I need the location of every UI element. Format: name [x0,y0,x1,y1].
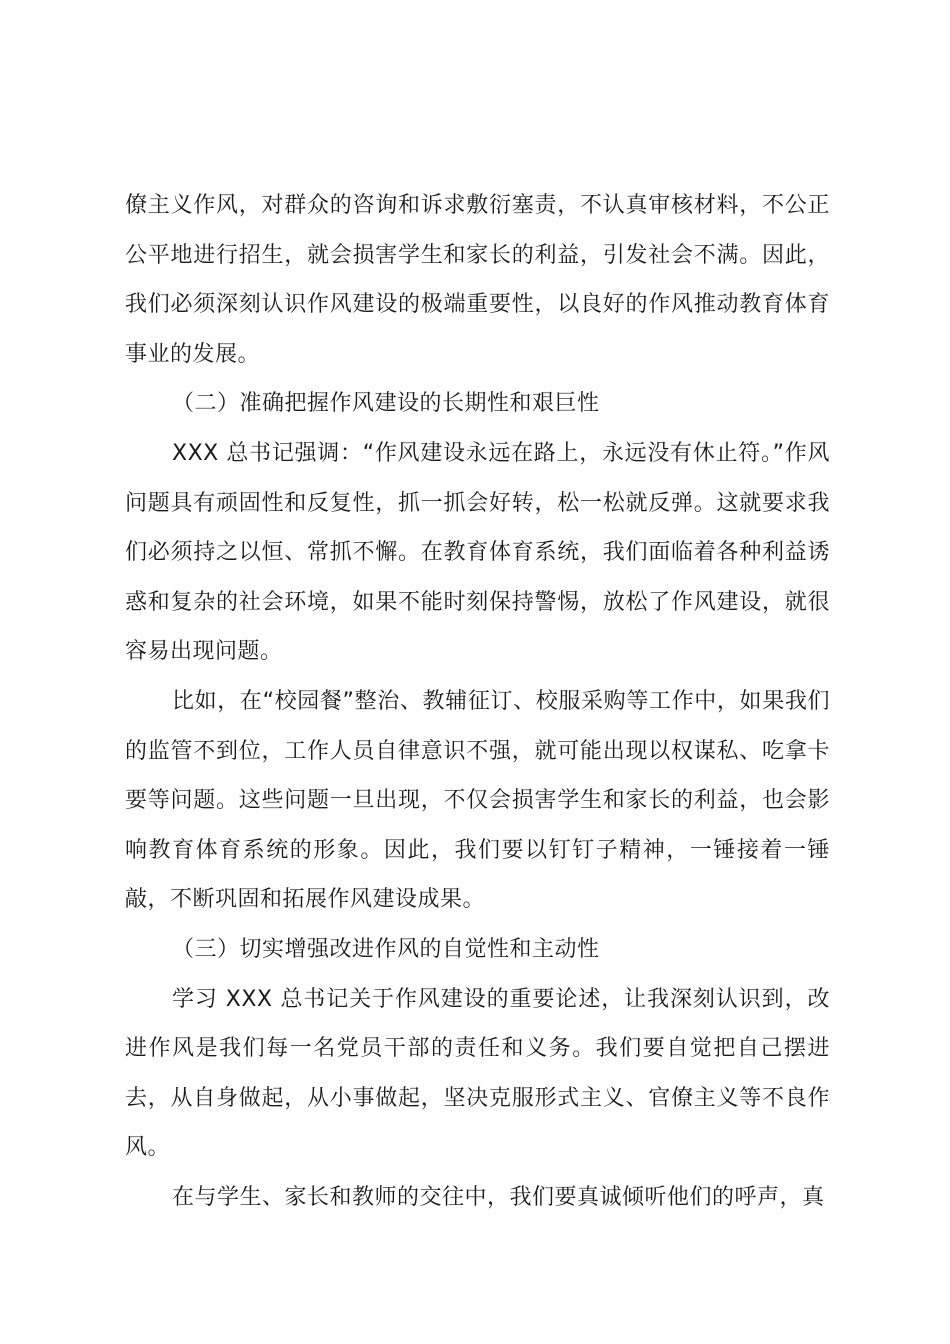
section-heading-2: （二）准确把握作风建设的长期性和艰巨性 [172,391,600,417]
section-heading-3: （三）切实增强改进作风的自觉性和主动性 [172,936,600,962]
paragraph: 比如，在“校园餐”整治、教辅征订、校服采购等工作中，如果我们的监管不到位，工作人员自律意识不强，就可能出现以权谋私、吃拿卡要等问题。这些问题一旦出现，不仅会损害学生和家长的利益，也会影响教育体育系统的形象。因此，我们要以钉钉子精神，一锤接着一锤敲，不断巩固和拓展作风建设成果。 [125,688,830,913]
paragraph: 学习 XXX 总书记关于作风建设的重要论述，让我深刻认识到，改进作风是我们每一名党员干部的责任和义务。我们要自觉把自己摆进去，从自身做起，从小事做起，坚决克服形式主义、官僚主义等不良作风。 [125,986,830,1161]
paragraph: XXX 总书记强调：“作风建设永远在路上，永远没有休止符。”作风问题具有顽固性和反复性，抓一抓会好转，松一松就反弹。这就要求我们必须持之以恒、常抓不懈。在教育体育系统，我们面临着各种利益诱惑和复杂的社会环境，如果不能时刻保持警惕，放松了作风建设，就很容易出现问题。 [125,440,830,665]
paragraph-truncated: 在与学生、家长和教师的交往中，我们要真诚倾听他们的呼声，真 [172,1184,825,1210]
paragraph-continuation: 僚主义作风，对群众的咨询和诉求敷衍塞责，不认真审核材料，不公正公平地进行招生，就会损害学生和家长的利益，引发社会不满。因此，我们必须深刻认识作风建设的极端重要性，以良好的作风推动教育体育事业的发展。 [125,193,830,367]
document-body [125,181,830,1222]
